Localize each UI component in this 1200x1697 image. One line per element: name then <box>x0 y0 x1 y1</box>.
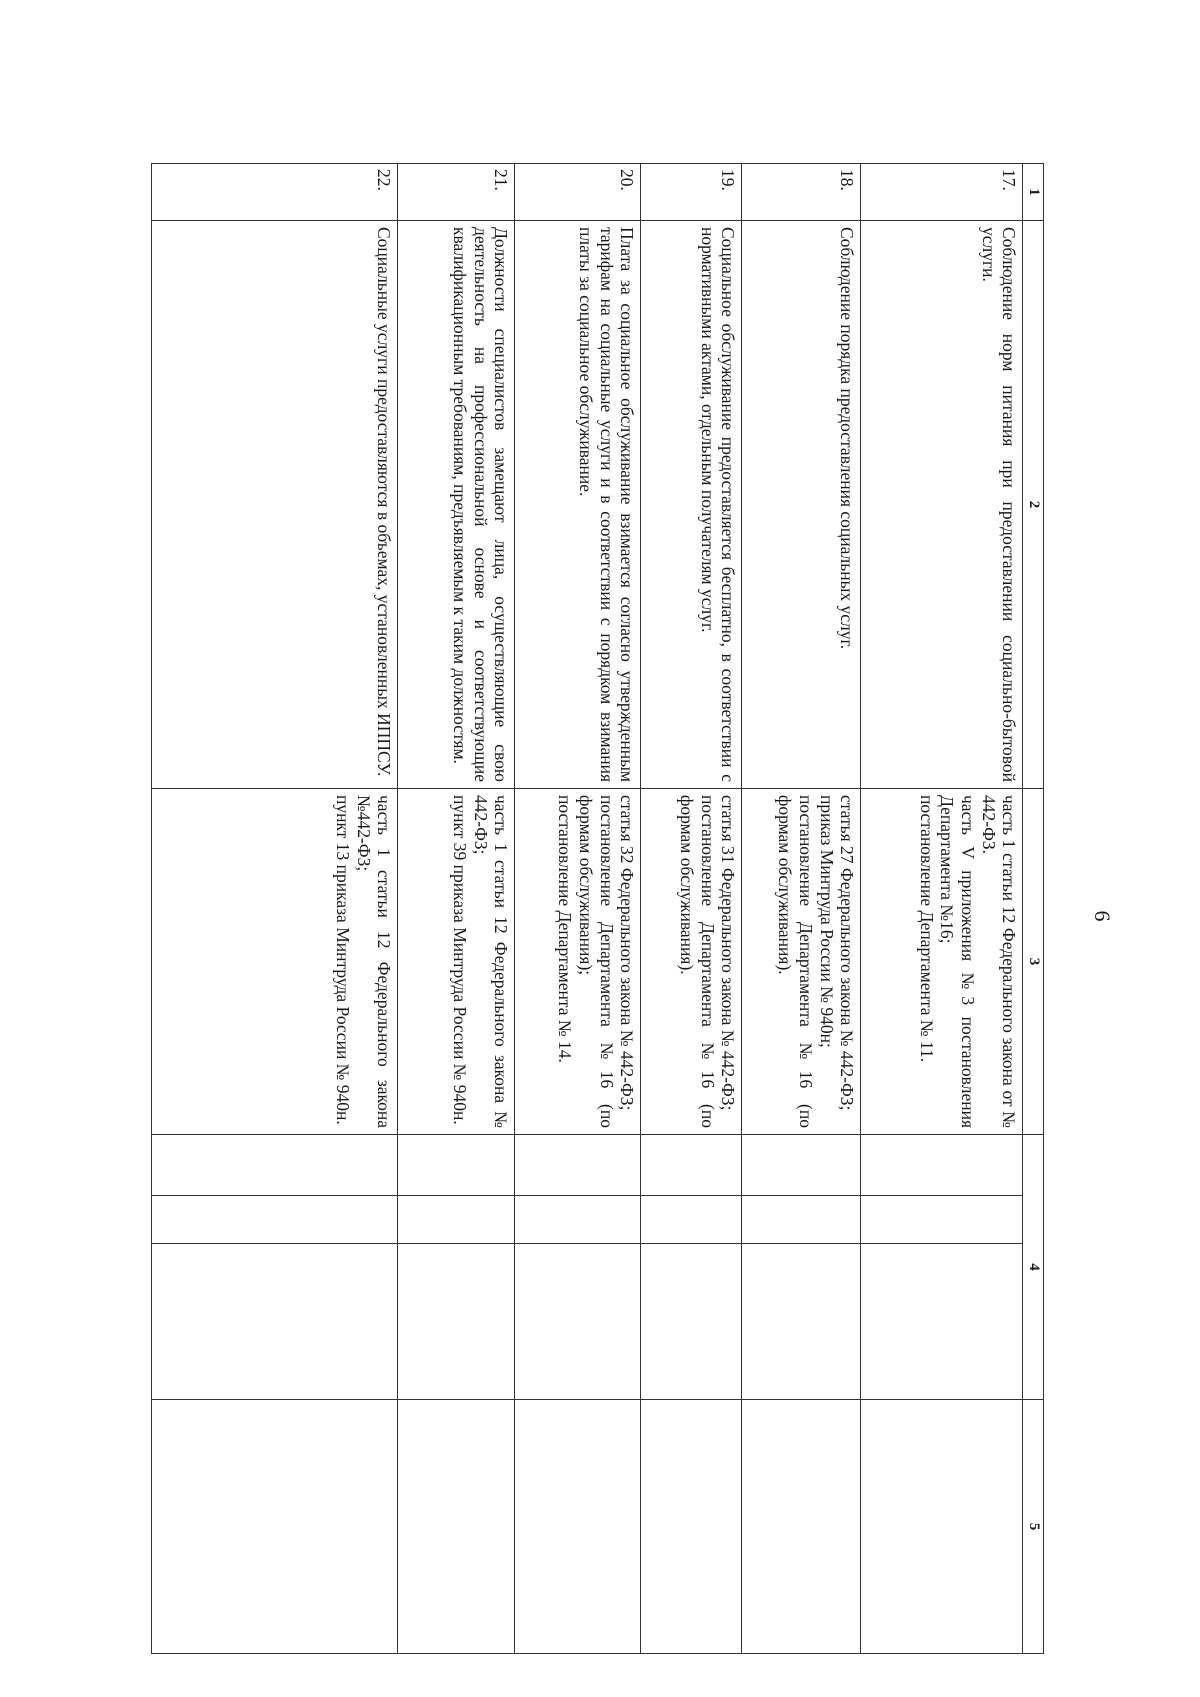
empty-cell-col5 <box>515 1400 641 1654</box>
row-number: 18. <box>742 164 861 221</box>
row-number: 19. <box>641 164 742 221</box>
table-row <box>641 164 742 1654</box>
header-col-2: 2 <box>1023 221 1044 789</box>
legal-basis-cell: часть 1 статьи 12 Федерального закона №442-ФЗ; пункт 13 приказа Минтруда России № 940н. <box>152 789 398 1135</box>
empty-cell-col4 <box>515 1135 641 1400</box>
criterion-cell: Должности специалистов замещают лица, осуществляющие свою деятельность на профессиональной основе и соответствующие квалификационным требованиям, предъявляемым к таким должностям. <box>398 221 515 789</box>
legal-basis-cell: часть 1 статьи 12 Федерального закона от № 442-ФЗ. часть V приложения №3 постановления Департамента №16; постановление Департамента № 11. <box>861 789 1023 1135</box>
row-number: 21. <box>398 164 515 221</box>
empty-cell-col5 <box>152 1400 398 1654</box>
criterion-cell: Плата за социальное обслуживание взимается согласно утвержденным тарифам на социальные услуги и в соответствии с порядком взимания платы за социальное обслуживание. <box>515 221 641 789</box>
empty-cell-col5 <box>641 1400 742 1654</box>
header-col-4: 4 <box>1023 1135 1044 1400</box>
header-col-3: 3 <box>1023 789 1044 1135</box>
empty-cell-col5 <box>861 1400 1023 1654</box>
header-row <box>1023 164 1044 1654</box>
requirements-table <box>151 163 1044 1654</box>
header-col-5: 5 <box>1023 1400 1044 1654</box>
table-row <box>861 164 1023 1654</box>
empty-cell-col4 <box>861 1135 1023 1400</box>
legal-basis-cell: статья 27 Федерального закона № 442-ФЗ; приказ Минтруда России № 940н; постановление Департамента №16 (по формам обслуживания). <box>742 789 861 1135</box>
table-row <box>742 164 861 1654</box>
criterion-cell: Социальные услуги предоставляются в объемах, установленных ИППСУ. <box>152 221 398 789</box>
empty-cell-col4 <box>398 1135 515 1400</box>
empty-cell-col4 <box>152 1135 398 1400</box>
page-number: 6 <box>1090 910 1115 922</box>
criterion-cell: Соблюдение порядка предоставления социальных услуг. <box>742 221 861 789</box>
row-number: 20. <box>515 164 641 221</box>
empty-cell-col4 <box>641 1135 742 1400</box>
legal-basis-cell: часть 1 статьи 12 Федерального закона № 442-ФЗ; пункт 39 приказа Минтруда России № 940н. <box>398 789 515 1135</box>
criterion-cell: Социальное обслуживание предоставляется бесплатно, в соответствии с нормативными актами, отдельным получателям услуг. <box>641 221 742 789</box>
criterion-cell: Соблюдение норм питания при предоставлении социально-бытовой услуги. <box>861 221 1023 789</box>
empty-cell-col5 <box>398 1400 515 1654</box>
empty-cell-col5 <box>742 1400 861 1654</box>
legal-basis-cell: статья 31 Федерального закона № 442-ФЗ; постановление Департамента №16 (по формам обслуживания). <box>641 789 742 1135</box>
rotated-table-area <box>131 163 1044 1653</box>
table-row <box>152 164 398 1654</box>
legal-basis-cell: статья 32 Федерального закона № 442-ФЗ; постановление Департамента №16 (по формам обслуживания); постановление Департамента № 14. <box>515 789 641 1135</box>
header-col-1: 1 <box>1023 164 1044 221</box>
table-row <box>398 164 515 1654</box>
empty-cell-col4 <box>742 1135 861 1400</box>
row-number: 22. <box>152 164 398 221</box>
row-number: 17. <box>861 164 1023 221</box>
table-row <box>515 164 641 1654</box>
